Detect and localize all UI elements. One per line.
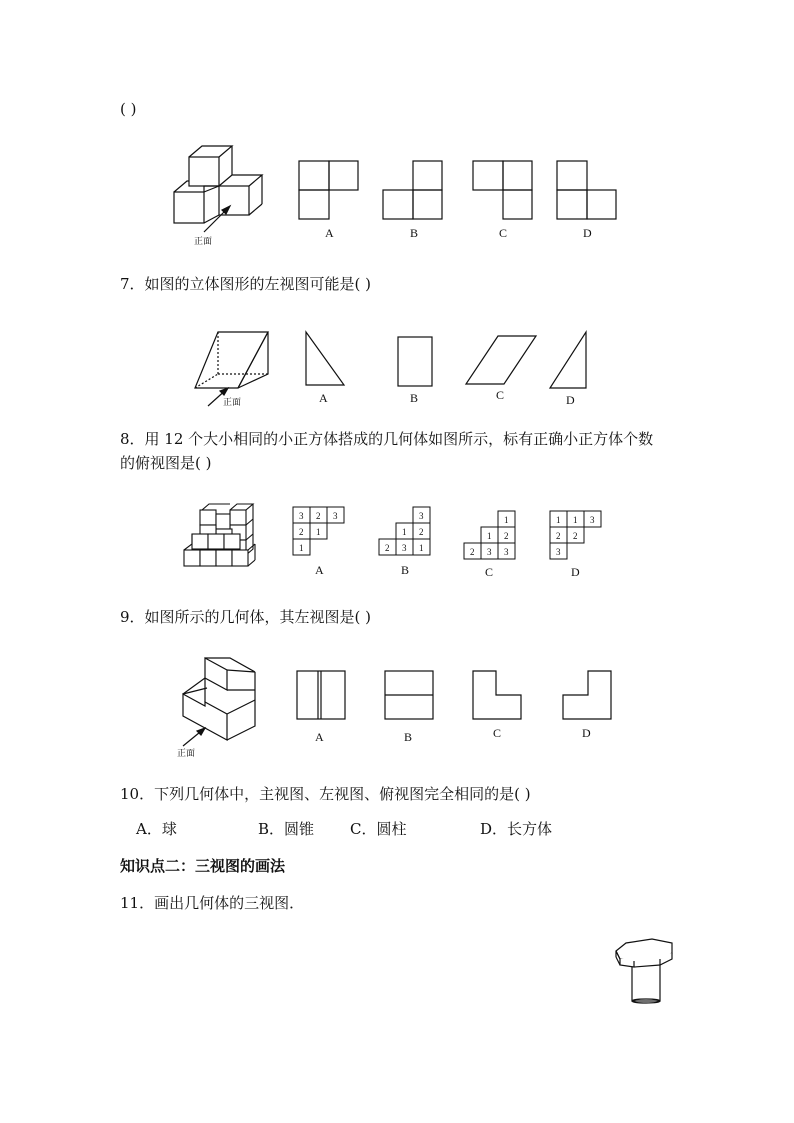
q7-text: 7．如图的立体图形的左视图可能是( )	[120, 275, 372, 293]
q7-option-b-label: B	[410, 391, 419, 405]
q9-option-a-view	[296, 670, 348, 722]
q9-option-d-label: D	[582, 726, 591, 740]
q10-choice-a: A．球	[136, 820, 177, 838]
q10-choice-d: D．长方体	[480, 820, 553, 838]
q8-a-cell-2-0: 1	[299, 543, 304, 553]
q6-option-b-label: B	[410, 226, 419, 240]
q7-option-d-view	[548, 330, 590, 390]
q8-b-cell-0-2: 3	[419, 511, 424, 521]
q6-option-c-label: C	[499, 226, 508, 240]
q8-c-cell-2-0: 2	[470, 547, 475, 557]
q8-option-c-grid	[463, 510, 523, 562]
q7-option-a-view	[304, 330, 348, 390]
q7-front-label: 正面	[223, 398, 242, 408]
q8-a-cell-0-0: 3	[299, 511, 304, 521]
q8-option-c-label: C	[485, 565, 494, 579]
q11-bolt-figure	[612, 935, 678, 1005]
q9-option-b-label: B	[404, 730, 413, 744]
q8-option-b-label: B	[401, 563, 410, 577]
q8-d-cell-1-1: 2	[573, 531, 578, 541]
q6-front-label: 正面	[194, 237, 213, 247]
q6-option-b-view	[382, 160, 444, 220]
q9-option-b-view	[384, 670, 436, 722]
q8-b-cell-2-0: 2	[385, 543, 390, 553]
q10-choice-b: B．圆锥	[258, 820, 315, 838]
section-heading: 知识点二：三视图的画法	[120, 857, 286, 875]
q8-d-cell-2-0: 3	[556, 547, 561, 557]
q8-b-cell-2-2: 1	[419, 543, 424, 553]
q11-text: 11．画出几何体的三视图．	[120, 894, 305, 912]
q8-option-d-grid	[549, 510, 609, 562]
q9-step-solid-figure	[175, 656, 265, 760]
q8-stacked-cubes-figure	[180, 500, 264, 575]
q8-c-cell-0-2: 1	[504, 515, 509, 525]
q6-option-d-view	[556, 160, 618, 220]
q8-a-cell-0-1: 2	[316, 511, 321, 521]
q9-option-a-label: A	[315, 730, 324, 744]
q8-option-a-label: A	[315, 563, 324, 577]
q8-b-cell-1-2: 2	[419, 527, 424, 537]
q7-option-c-view	[464, 334, 538, 386]
q8-c-cell-2-2: 3	[504, 547, 509, 557]
q8-text-line2: 的俯视图是( )	[120, 454, 212, 472]
q8-text-line1: 8．用 12 个大小相同的小正方体搭成的几何体如图所示，标有正确小正方体个数	[120, 430, 654, 448]
q10-text: 10．下列几何体中，主视图、左视图、俯视图完全相同的是( )	[120, 785, 531, 803]
q7-prism-figure	[190, 330, 280, 410]
q8-a-cell-0-2: 3	[333, 511, 338, 521]
q6-solid-figure	[170, 140, 270, 250]
q8-option-a-grid	[292, 506, 352, 558]
q7-option-a-label: A	[319, 391, 328, 405]
q9-option-c-view	[472, 670, 524, 722]
q9-option-d-view	[562, 670, 614, 722]
q8-b-cell-2-1: 3	[402, 543, 407, 553]
q8-a-cell-1-1: 1	[316, 527, 321, 537]
q8-c-cell-1-1: 1	[487, 531, 492, 541]
q8-d-cell-0-2: 3	[590, 515, 595, 525]
q8-b-cell-1-1: 1	[402, 527, 407, 537]
q9-option-c-label: C	[493, 726, 502, 740]
q8-c-cell-1-2: 2	[504, 531, 509, 541]
q6-option-d-label: D	[583, 226, 592, 240]
q8-a-cell-1-0: 2	[299, 527, 304, 537]
q6-option-a-label: A	[325, 226, 334, 240]
q6-answer-bracket: ( )	[120, 100, 137, 118]
q8-d-cell-1-0: 2	[556, 531, 561, 541]
q6-option-a-view	[298, 160, 360, 220]
q6-option-c-view	[472, 160, 534, 220]
q8-c-cell-2-1: 3	[487, 547, 492, 557]
q8-d-cell-0-0: 1	[556, 515, 561, 525]
q9-front-label: 正面	[177, 749, 196, 759]
q7-option-b-view	[396, 336, 436, 388]
q10-choice-c: C．圆柱	[350, 820, 407, 838]
q8-option-d-label: D	[571, 565, 580, 579]
q9-text: 9．如图所示的几何体，其左视图是( )	[120, 608, 372, 626]
q7-option-d-label: D	[566, 393, 575, 407]
q8-option-b-grid	[378, 506, 438, 558]
q8-d-cell-0-1: 1	[573, 515, 578, 525]
q7-option-c-label: C	[496, 388, 505, 402]
